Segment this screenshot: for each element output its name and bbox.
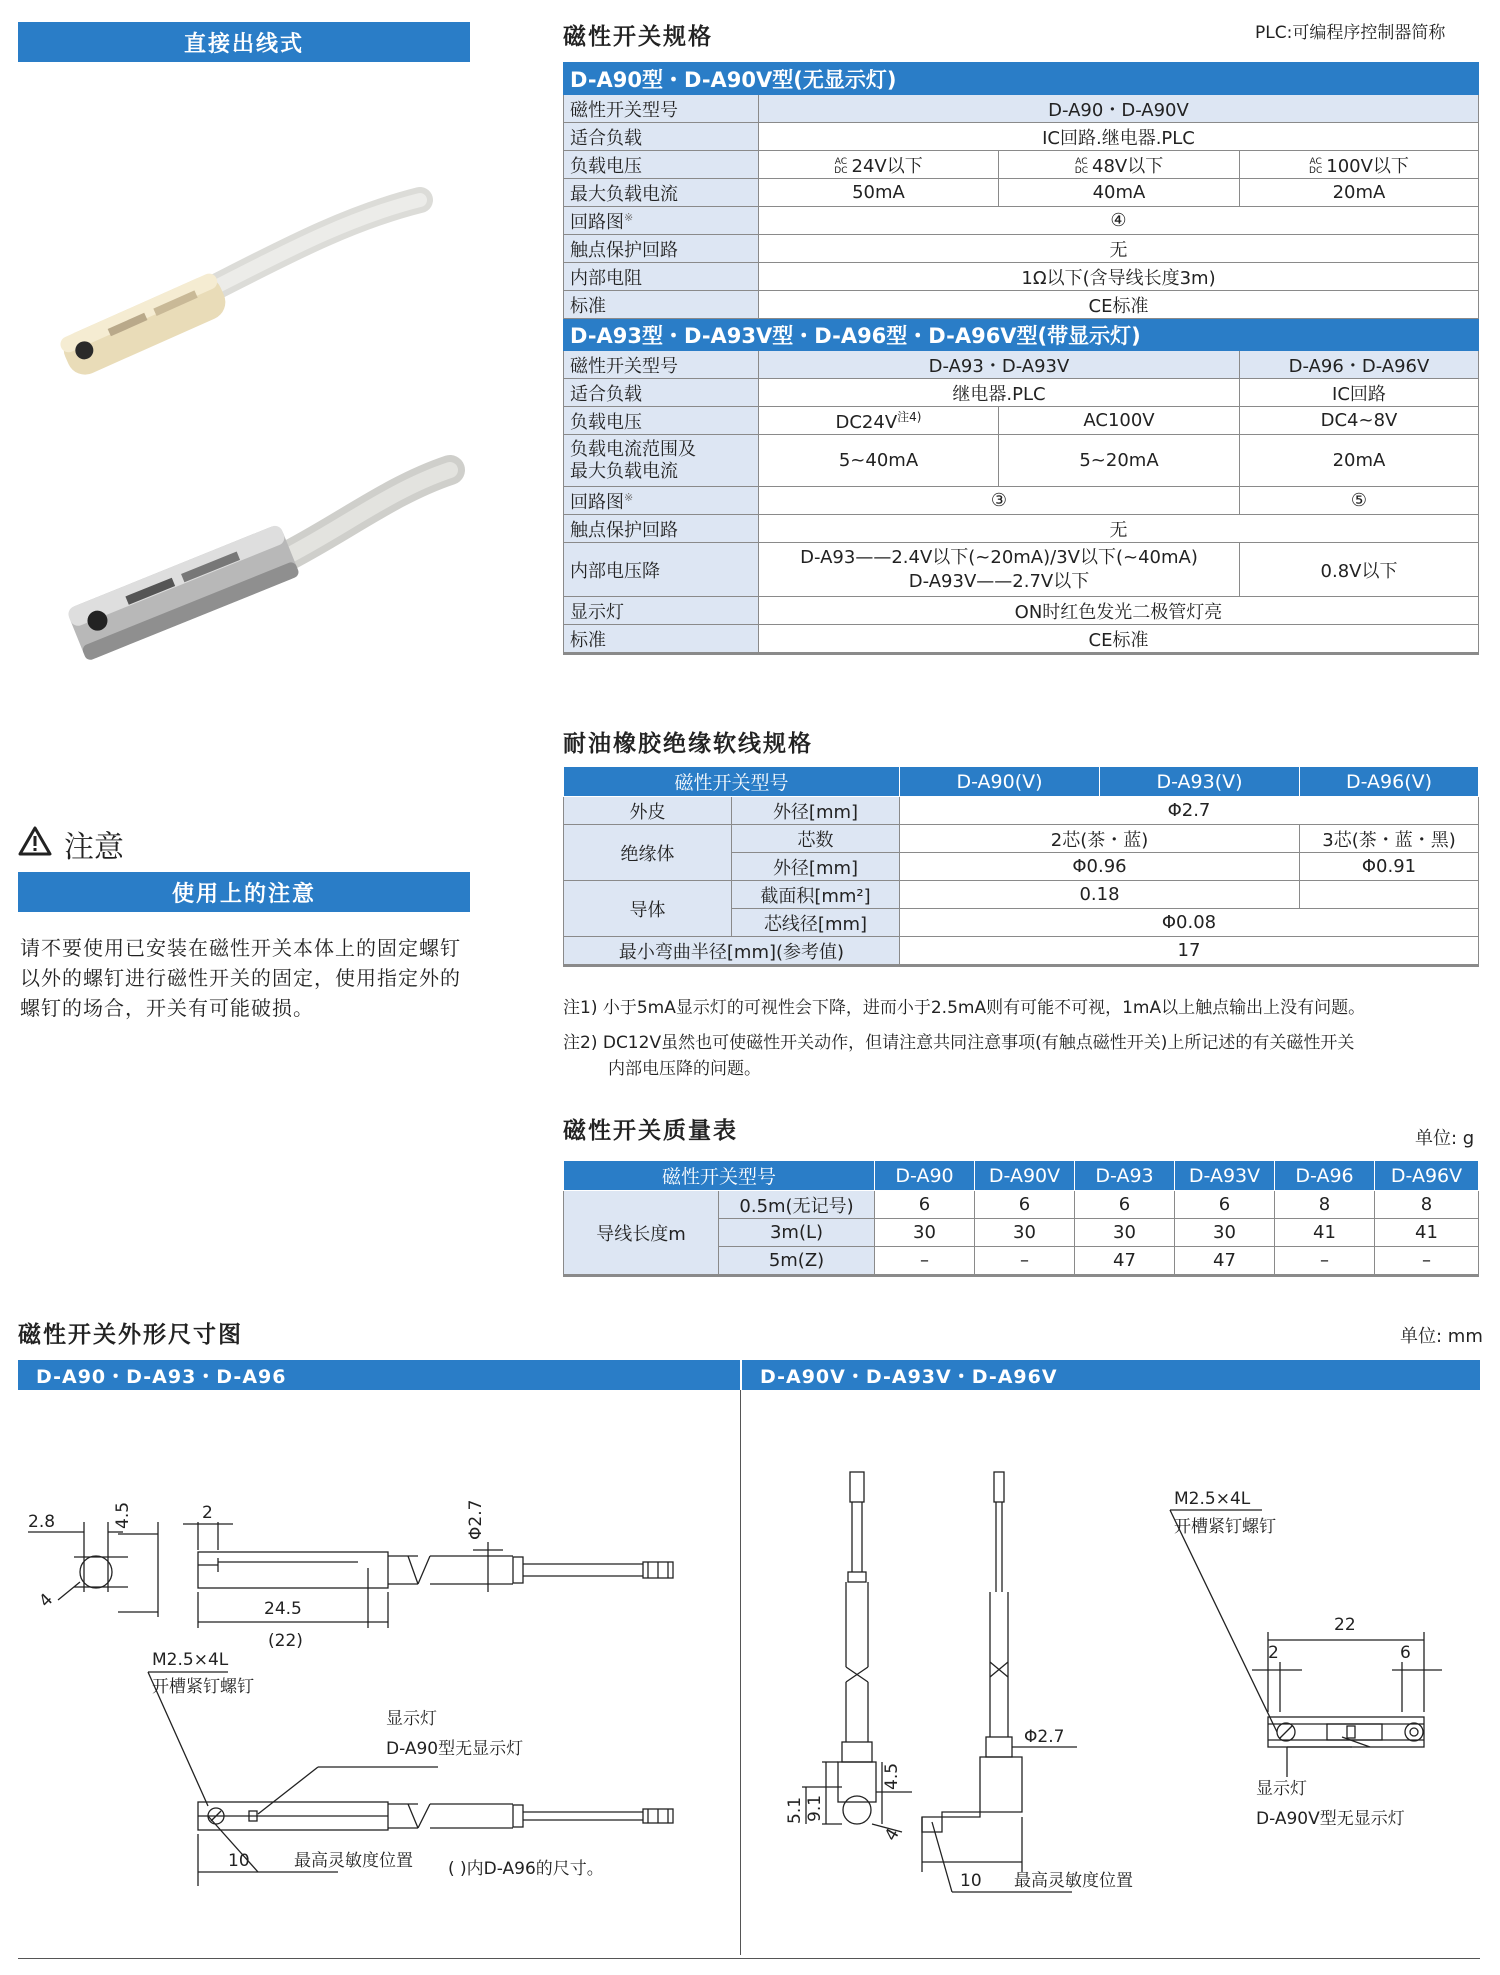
table-row [564,1191,1479,1219]
g1-model-value: D-A90・D-A90V [759,95,1479,123]
g2-load-b: IC回路 [1240,379,1479,407]
dimension-drawing-left [18,1392,738,1952]
g2-drop-b: 0.8V以下 [1240,543,1479,597]
g2-drop-label: 内部电压降 [564,543,759,597]
mass-cell: 8 [1275,1191,1375,1219]
g2-std-label: 标准 [564,625,759,653]
group2-header [564,319,1479,351]
cable-cores: 芯数 [732,825,900,853]
g2-lamp-label: 显示灯 [564,597,759,625]
mass-table [563,1160,1479,1277]
g2-drop-a: D-A93——2.4V以下(~20mA)/3V以下(~40mA) D-A93V——2.7V以下 [759,543,1240,597]
g2-protect-label: 触点保护回路 [564,515,759,543]
g1-resistance-value: 1Ω以下(含导线长度3m) [759,263,1479,291]
cable-sheath-val: Φ2.7 [900,797,1479,825]
mass-hdr-a93v: D-A93V [1175,1161,1275,1191]
g1-protect-value: 无 [759,235,1479,263]
cable-insulator: 绝缘体 [564,825,732,881]
g1-model-label: 磁性开关型号 [564,95,759,123]
dims-right-bar [742,1360,1480,1390]
mass-hdr-a96: D-A96 [1275,1161,1375,1191]
cable-area-empty [1300,881,1479,909]
spec-title: 磁性开关规格 [563,24,713,50]
mass-cell: 8 [1375,1191,1479,1219]
mass-cell: 30 [1175,1219,1275,1247]
r-dim-10: 10 [960,1871,982,1891]
g2-load-label: 适合负载 [564,379,759,407]
mass-cell: 30 [975,1219,1075,1247]
g1-voltage-1: AC DC 24V以下 [759,151,999,179]
mass-hdr-model: 磁性开关型号 [564,1161,875,1191]
mass-hdr-a93: D-A93 [1075,1161,1175,1191]
g1-current-1: 50mA [759,179,999,207]
cable-ins-od-a: Φ0.96 [900,853,1300,881]
g1-load-value: IC回路.继电器.PLC [759,123,1479,151]
dims-unit: 单位: mm [1400,1326,1483,1347]
r-dim-phi2-7: Φ2.7 [1024,1727,1065,1747]
caution-bar-label: 使用上的注意 [171,881,316,907]
r-label-screw-2: 开槽紧钉螺钉 [1174,1517,1276,1537]
g2-current-label: 负载电流范围及 最大负载电流 [564,435,759,487]
dims-divider [740,1390,741,1955]
dim-4: 4 [35,1589,58,1612]
g2-current-2: 5~20mA [999,435,1240,487]
spec-table [563,62,1479,655]
mass-cell: – [1275,1247,1375,1275]
mass-row-label: 导线长度m [564,1191,719,1275]
cable-cores-a: 2芯(茶・蓝) [900,825,1300,853]
r-dim-6: 6 [1400,1643,1411,1663]
g1-std-label: 标准 [564,291,759,319]
g2-current-1: 5~40mA [759,435,999,487]
bottom-rule [18,1958,1480,1959]
g2-voltage-label: 负载电压 [564,407,759,435]
cable-wire-d: 芯线径[mm] [732,909,900,937]
dims-title: 磁性开关外形尺寸图 [18,1322,243,1348]
r-label-screw-1: M2.5×4L [1174,1489,1251,1509]
mass-cell: – [1375,1247,1479,1275]
label-screw-1: M2.5×4L [152,1650,229,1670]
mass-hdr-a96v: D-A96V [1375,1161,1479,1191]
cable-sheath: 外皮 [564,797,732,825]
g1-current-label: 最大负载电流 [564,179,759,207]
cable-title: 耐油橡胶绝缘软线规格 [563,731,813,757]
direct-outlet-title: 直接出线式 [183,31,304,57]
cable-area: 截面积[mm²] [732,881,900,909]
mass-cell: 6 [975,1191,1075,1219]
g2-circuit-label: 回路图※ [564,487,759,515]
g1-current-3: 20mA [1240,179,1479,207]
acdc-mark: AC DC [834,156,848,176]
g2-current-3: 20mA [1240,435,1479,487]
mass-cell: – [875,1247,975,1275]
group1-header [564,63,1479,95]
cable-hdr-a96: D-A96(V) [1300,767,1479,797]
caution-bar [18,872,470,912]
g2-circuit-b: ⑤ [1240,487,1479,515]
g2-model-label: 磁性开关型号 [564,351,759,379]
cable-hdr-a90: D-A90(V) [900,767,1100,797]
dim-2: 2 [202,1503,213,1523]
mass-cell: 47 [1075,1247,1175,1275]
dims-left-bar [18,1360,740,1390]
label-lamp-1: 显示灯 [386,1709,437,1729]
note-2a: 注2) DC12V虽然也可使磁性开关动作，但请注意共同注意事项(有触点磁性开关)上所记述的有关磁性开关 [563,1033,1355,1053]
dim-4-5: 4.5 [113,1501,133,1529]
dimension-drawing-right [742,1392,1480,1952]
caution-title: 注意 [64,830,124,865]
mass-cell: 47 [1175,1247,1275,1275]
cable-table [563,766,1479,967]
direct-outlet-bar [18,22,470,62]
g2-voltage-1: $DC24V^{注4)}$ [759,407,999,435]
product-image-a90 [40,180,460,400]
r-dim-5-1: 5.1 [785,1796,805,1824]
r-dim-4-5: 4.5 [882,1762,902,1790]
g2-voltage-3: DC4~8V [1240,407,1479,435]
r-dim-9-1: 9.1 [805,1794,825,1822]
mass-cell: 30 [1075,1219,1175,1247]
cable-bend: 最小弯曲半径[mm](参考值) [564,937,900,965]
r-dim-22: 22 [1334,1615,1356,1635]
cable-bend-val: 17 [900,937,1479,965]
g2-voltage-2: AC100V [999,407,1240,435]
g2-model-a: D-A93・D-A93V [759,351,1240,379]
mass-len: 0.5m(无记号) [719,1191,875,1219]
g1-circuit-value: ④ [759,207,1479,235]
dim-10: 10 [228,1851,250,1871]
cable-ins-od: 外径[mm] [732,853,900,881]
acdc-mark: AC DC [1309,156,1323,176]
g1-voltage-label: 负载电压 [564,151,759,179]
g2-model-b: D-A96・D-A96V [1240,351,1479,379]
mass-cell: 30 [875,1219,975,1247]
g2-circuit-a: ③ [759,487,1240,515]
mass-cell: – [975,1247,1075,1275]
product-image-a93 [50,450,470,670]
acdc-mark: AC DC [1074,156,1088,176]
dims-left-bar-label: D-A90・D-A93・D-A96 [36,1365,287,1388]
g2-protect-value: 无 [759,515,1479,543]
cable-area-val: 0.18 [900,881,1300,909]
g1-resistance-label: 内部电阻 [564,263,759,291]
dims-right-bar-label: D-A90V・D-A93V・D-A96V [760,1365,1058,1388]
plc-note: PLC:可编程序控制器简称 [1255,23,1446,43]
label-screw-2: 开槽紧钉螺钉 [152,1677,254,1697]
label-lamp-2: D-A90型无显示灯 [386,1739,524,1759]
mass-unit: 单位: g [1415,1128,1475,1149]
g1-protect-label: 触点保护回路 [564,235,759,263]
label-paren-note: ( )内D-A96的尺寸。 [448,1859,604,1879]
mass-cell: 41 [1275,1219,1375,1247]
cable-wire-d-val: Φ0.08 [900,909,1479,937]
dim-2-8: 2.8 [28,1512,56,1532]
g2-lamp-value: ON时红色发光二极管灯亮 [759,597,1479,625]
g1-circuit-label: 回路图※ [564,207,759,235]
r-label-lamp-1: 显示灯 [1256,1779,1307,1799]
g2-load-a: 继电器.PLC [759,379,1240,407]
dim-phi2-7: Φ2.7 [466,1499,486,1540]
warning-icon [18,826,52,856]
g1-voltage-3: AC DC 100V以下 [1240,151,1479,179]
cable-hdr-a93: D-A93(V) [1100,767,1300,797]
cable-sheath-od: 外径[mm] [732,797,900,825]
mass-len: 5m(Z) [719,1247,875,1275]
dim-24-5: 24.5 [264,1599,302,1619]
mass-hdr-a90v: D-A90V [975,1161,1075,1191]
mass-cell: 6 [875,1191,975,1219]
r-dim-2: 2 [1268,1643,1279,1663]
caution-text: 请不要使用已安装在磁性开关本体上的固定螺钉以外的螺钉进行磁性开关的固定，使用指定外的螺钉的场合，开关有可能破损。 [20,936,461,1020]
r-label-sensitivity: 最高灵敏度位置 [1014,1871,1133,1891]
g2-std-value: CE标准 [759,625,1479,653]
dim-22: (22) [268,1631,303,1651]
mass-len: 3m(L) [719,1219,875,1247]
g1-load-label: 适合负载 [564,123,759,151]
g1-std-value: CE标准 [759,291,1479,319]
mass-hdr-a90: D-A90 [875,1161,975,1191]
g1-voltage-2: AC DC 48V以下 [999,151,1240,179]
cable-conductor: 导体 [564,881,732,937]
cable-hdr-model: 磁性开关型号 [564,767,900,797]
r-label-lamp-2: D-A90V型无显示灯 [1256,1809,1405,1829]
label-sensitivity: 最高灵敏度位置 [294,1851,413,1871]
group1-title: D-A90型・D-A90V型(无显示灯) [564,63,1479,95]
group2-title: D-A93型・D-A93V型・D-A96型・D-A96V型(带显示灯) [564,319,1479,351]
mass-cell: 6 [1075,1191,1175,1219]
note-1: 注1) 小于5mA显示灯的可视性会下降，进而小于2.5mA则有可能不可视，1mA以上触点输出上没有问题。 [563,998,1366,1018]
g1-current-2: 40mA [999,179,1240,207]
cable-ins-od-b: Φ0.91 [1300,853,1479,881]
mass-cell: 41 [1375,1219,1479,1247]
note-2b: 内部电压降的问题。 [608,1059,761,1079]
mass-title: 磁性开关质量表 [563,1118,738,1144]
mass-cell: 6 [1175,1191,1275,1219]
cable-cores-b: 3芯(茶・蓝・黑) [1300,825,1479,853]
r-dim-4: 4 [881,1825,904,1845]
